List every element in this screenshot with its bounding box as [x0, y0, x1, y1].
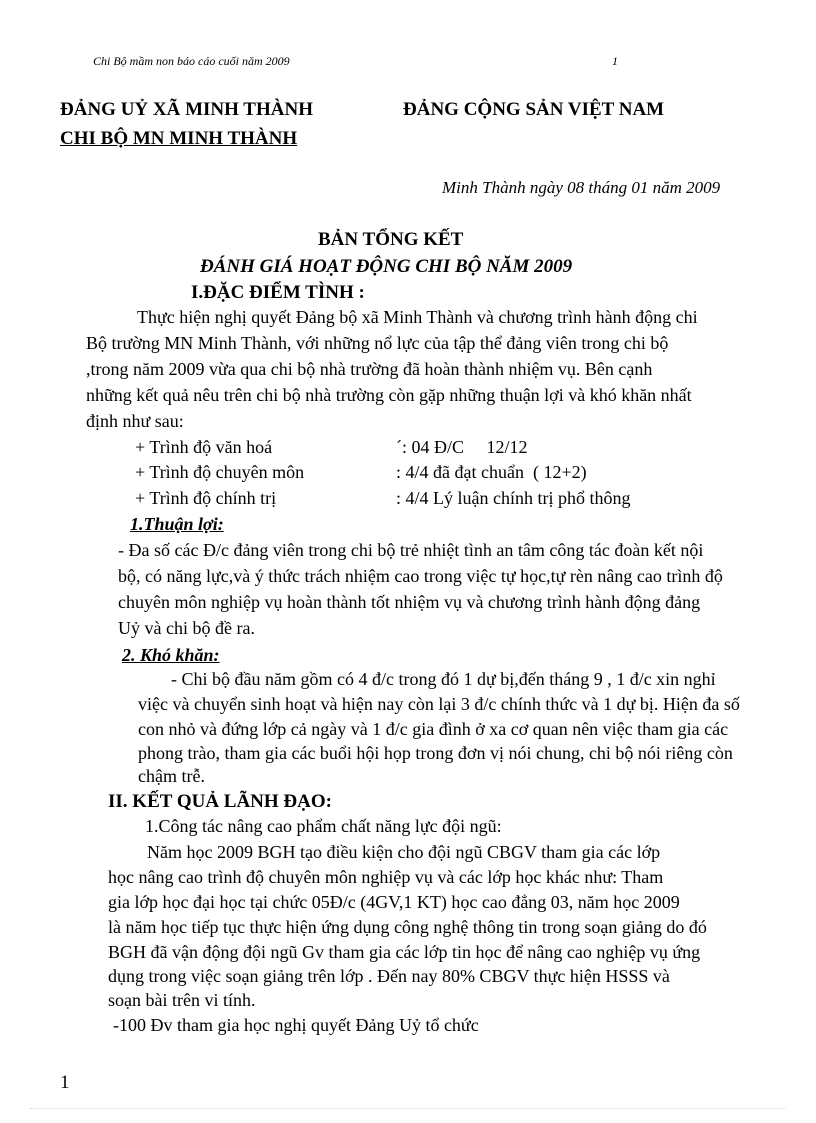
- section-2-para-line: soạn bài trên vi tính.: [108, 990, 256, 1010]
- subsection-line: chuyên môn nghiệp vụ hoàn thành tốt nhiệm vụ và chương trình hành động đảng: [118, 592, 701, 612]
- section-2-heading: II. KẾT QUẢ LÃNH ĐẠO:: [108, 791, 332, 812]
- doc-subtitle: ĐÁNH GIÁ HOẠT ĐỘNG CHI BỘ NĂM 2009: [200, 256, 573, 277]
- section-1-para-line: những kết quả nêu trên chi bộ nhà trường còn gặp những thuận lợi và khó khăn nhất: [86, 385, 692, 405]
- section-1-para-line: định như sau:: [86, 411, 184, 431]
- org-name: ĐẢNG UỶ XÃ MINH THÀNH: [60, 99, 313, 120]
- subsection-line: con nhỏ và đứng lớp cả ngày và 1 đ/c gia đình ở xa cơ quan nên việc tham gia các: [138, 719, 729, 739]
- subsection-line: - Chi bộ đầu năm gồm có 4 đ/c trong đó 1 dự bị,đến tháng 9 , 1 đ/c xin nghỉ: [171, 669, 716, 689]
- party-name: ĐẢNG CỘNG SẢN VIỆT NAM: [403, 99, 665, 120]
- section-1-para-line: ,trong năm 2009 vừa qua chi bộ nhà trường đã hoàn thành nhiệm vụ. Bên cạnh: [86, 359, 653, 379]
- date-line: Minh Thành ngày 08 tháng 01 năm 2009: [442, 178, 721, 197]
- section-2-subheading: 1.Công tác nâng cao phẩm chất năng lực đội ngũ:: [145, 816, 502, 836]
- section-2-para-line: học nâng cao trình độ chuyên môn nghiệp vụ và các lớp học khác như: Tham: [108, 867, 664, 887]
- subsection-line: bộ, có năng lực,và ý thức trách nhiệm cao trong việc tự học,tự rèn nâng cao trình độ: [118, 566, 723, 586]
- section-2-para-line: Năm học 2009 BGH tạo điều kiện cho đội ngũ CBGV tham gia các lớp: [147, 842, 661, 862]
- section-2-para-line: dụng trong việc soạn giảng trên lớp . Đến nay 80% CBGV thực hiện HSSS và: [108, 966, 670, 986]
- list-item-value: : 4/4 đã đạt chuẩn ( 12+2): [396, 462, 587, 482]
- list-item-label: + Trình độ văn hoá: [135, 437, 273, 457]
- doc-title: BẢN TỔNG KẾT: [318, 229, 464, 250]
- header-page-number: 1: [612, 54, 618, 68]
- section-1-para-line: Bộ trường MN Minh Thành, với những nổ lực của tập thể đảng viên trong chi bộ: [86, 333, 669, 353]
- section-2-last-line: -100 Đv tham gia học nghị quyết Đảng Uỷ tổ chức: [113, 1015, 479, 1035]
- section-1-heading: I.ĐẶC ĐIỂM TÌNH :: [191, 282, 365, 303]
- subsection-line: chậm trễ.: [138, 766, 205, 786]
- list-item-value: : 4/4 Lý luận chính trị phổ thông: [396, 488, 631, 508]
- subsection-line: việc và chuyển sinh hoạt và hiện nay còn lại 3 đ/c chính thức và 1 dự bị. Hiện đa số: [138, 694, 740, 714]
- section-1-para-line: Thực hiện nghị quyết Đảng bộ xã Minh Thành và chương trình hành động chi: [137, 307, 698, 327]
- section-2-para-line: gia lớp học đại học tại chức 05Đ/c (4GV,1 KT) học cao đẳng 03, năm học 2009: [108, 892, 680, 912]
- section-2-para-line: là năm học tiếp tục thực hiện ứng dụng công nghệ thông tin trong soạn giảng do đó: [108, 917, 707, 937]
- running-header: Chi Bộ mầm non báo cáo cuối năm 2009: [93, 54, 290, 68]
- subsection-line: phong trào, tham gia các buổi hội họp trong đơn vị nói chung, chi bộ nói riêng còn: [138, 743, 733, 763]
- branch-name: CHI BỘ MN MINH THÀNH: [60, 128, 298, 149]
- list-item-label: + Trình độ chuyên môn: [135, 462, 305, 482]
- footer-page-number: 1: [60, 1072, 70, 1093]
- page-bottom-divider: [30, 1108, 786, 1109]
- subsection-heading: 1.Thuận lợi:: [130, 514, 224, 534]
- subsection-line: - Đa số các Đ/c đảng viên trong chi bộ trẻ nhiệt tình an tâm công tác đoàn kết nội: [118, 540, 704, 560]
- list-item-label: + Trình độ chính trị: [135, 488, 277, 508]
- subsection-line: Uỷ và chi bộ đề ra.: [118, 618, 255, 638]
- section-2-para-line: BGH đã vận động đội ngũ Gv tham gia các lớp tin học để nâng cao nghiệp vụ ứng: [108, 942, 701, 962]
- subsection-heading: 2. Khó khăn:: [122, 645, 220, 665]
- list-item-value: ´: 04 Đ/C 12/12: [396, 437, 528, 457]
